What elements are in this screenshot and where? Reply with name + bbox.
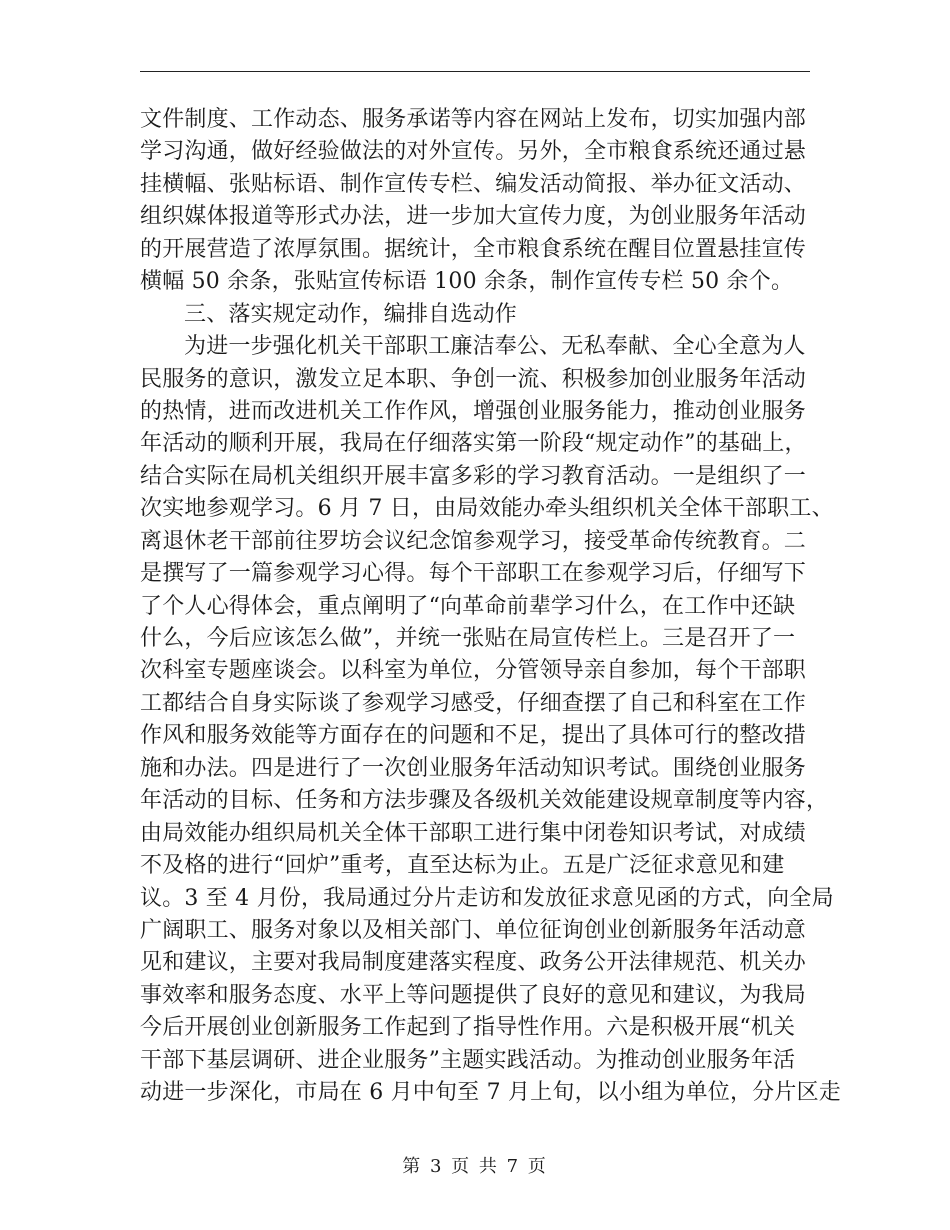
text-line: 挂横幅、张贴标语、制作宣传专栏、编发活动简报、举办征文活动、 <box>140 171 807 197</box>
text-line: 年活动的目标、任务和方法步骤及各级机关效能建设规章制度等内容， <box>140 788 829 814</box>
text-line: 年活动的顺利开展，我局在仔细落实第一阶段“规定动作”的基础上， <box>140 431 807 457</box>
text-line: 的热情，进而改进机关工作作风，增强创业服务能力，推动创业服务 <box>140 398 807 424</box>
text-line: 结合实际在局机关组织开展丰富多彩的学习教育活动。一是组织了一 <box>140 463 807 489</box>
header-rule <box>140 71 810 72</box>
page-footer: 第 3 页 共 7 页 <box>402 1156 548 1177</box>
text-line: 横幅 50 余条，张贴宣传标语 100 余条，制作宣传专栏 50 余个。 <box>140 269 794 295</box>
text-line: 了个人心得体会，重点阐明了“向革命前辈学习什么，在工作中还缺 <box>140 593 796 619</box>
text-line: 干部下基层调研、进企业服务”主题实践活动。为推动创业服务年活 <box>140 1047 796 1073</box>
text-line: 工都结合自身实际谈了参观学习感受，仔细查摆了自己和科室在工作 <box>140 690 807 716</box>
text-line: 由局效能办组织局机关全体干部职工进行集中闭卷知识考试，对成绩 <box>140 820 807 846</box>
text-line: 是撰写了一篇参观学习心得。每个干部职工在参观学习后，仔细写下 <box>140 561 807 587</box>
text-line: 的开展营造了浓厚氛围。据统计，全市粮食系统在醒目位置悬挂宣传 <box>140 236 807 262</box>
text-line: 次科室专题座谈会。以科室为单位，分管领导亲自参加，每个干部职 <box>140 658 807 684</box>
text-line: 次实地参观学习。6 月 7 日，由局效能办牵头组织机关全体干部职工、 <box>140 496 834 522</box>
text-line: 学习沟通，做好经验做法的对外宣传。另外，全市粮食系统还通过悬 <box>140 139 807 165</box>
text-line: 组织媒体报道等形式办法，进一步加大宣传力度，为创业服务年活动 <box>140 204 807 230</box>
text-line: 施和办法。四是进行了一次创业服务年活动知识考试。围绕创业服务 <box>140 755 807 781</box>
text-line: 三、落实规定动作，编排自选动作 <box>184 301 518 327</box>
text-line: 为进一步强化机关干部职工廉洁奉公、无私奉献、全心全意为人 <box>184 334 806 360</box>
text-line: 不及格的进行“回炉”重考，直至达标为止。五是广泛征求意见和建 <box>140 853 785 879</box>
text-line: 动进一步深化，市局在 6 月中旬至 7 月上旬，以小组为单位，分片区走 <box>140 1080 841 1106</box>
text-line: 文件制度、工作动态、服务承诺等内容在网站上发布，切实加强内部 <box>140 107 807 132</box>
text-line: 事效率和服务态度、水平上等问题提供了良好的意见和建议，为我局 <box>140 982 807 1008</box>
text-line: 议。3 至 4 月份，我局通过分片走访和发放征求意见函的方式，向全局 <box>140 885 834 911</box>
text-line: 广阔职工、服务对象以及相关部门、单位征询创业创新服务年活动意 <box>140 917 807 943</box>
text-line: 见和建议，主要对我局制度建落实程度、政务公开法律规范、机关办 <box>140 950 807 976</box>
text-line: 民服务的意识，激发立足本职、争创一流、积极参加创业服务年活动 <box>140 366 807 392</box>
text-line: 作风和服务效能等方面存在的问题和不足，提出了具体可行的整改措 <box>140 723 807 749</box>
document-body <box>140 104 841 1110</box>
text-line: 今后开展创业创新服务工作起到了指导性作用。六是积极开展“机关 <box>140 1015 796 1041</box>
text-line: 什么，今后应该怎么做”，并统一张贴在局宣传栏上。三是召开了一 <box>140 626 796 651</box>
text-line: 离退休老干部前往罗坊会议纪念馆参观学习，接受革命传统教育。二 <box>140 528 807 554</box>
